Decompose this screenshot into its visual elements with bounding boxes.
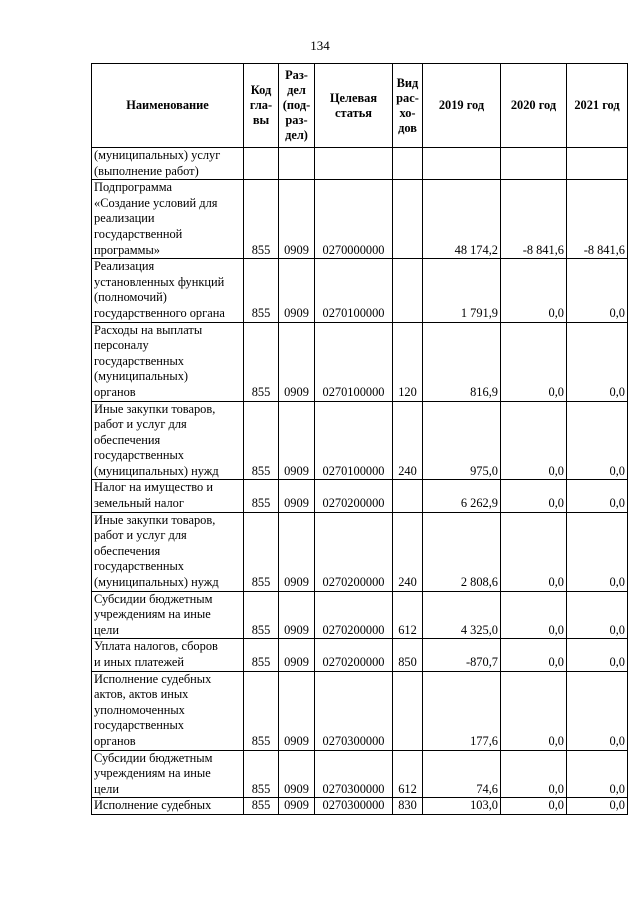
row-2020: 0,0	[501, 259, 567, 322]
table-row	[92, 148, 628, 180]
row-name: Исполнение судебных	[92, 798, 244, 815]
row-expense-type: 120	[393, 322, 423, 401]
row-expense-type: 850	[393, 639, 423, 671]
row-section	[279, 148, 315, 180]
row-target-article: 0270200000	[315, 480, 393, 512]
row-target-article: 0270100000	[315, 401, 393, 480]
header-name: Наименование	[92, 64, 244, 148]
row-chapter-code: 855	[244, 512, 279, 591]
row-target-article: 0270200000	[315, 639, 393, 671]
row-2019: 74,6	[423, 750, 501, 798]
row-2021: 0,0	[567, 639, 628, 671]
header-2019: 2019 год	[423, 64, 501, 148]
row-chapter-code: 855	[244, 322, 279, 401]
row-expense-type	[393, 480, 423, 512]
row-chapter-code: 855	[244, 401, 279, 480]
row-2020: 0,0	[501, 639, 567, 671]
row-2021	[567, 148, 628, 180]
table-row	[92, 401, 628, 480]
row-section: 0909	[279, 639, 315, 671]
row-section: 0909	[279, 750, 315, 798]
table-row	[92, 180, 628, 259]
row-2019: 2 808,6	[423, 512, 501, 591]
row-expense-type: 830	[393, 798, 423, 815]
table-row	[92, 259, 628, 322]
row-target-article: 0270300000	[315, 750, 393, 798]
row-chapter-code: 855	[244, 639, 279, 671]
table-body	[92, 148, 628, 815]
row-chapter-code	[244, 148, 279, 180]
row-2021: 0,0	[567, 401, 628, 480]
row-2021: 0,0	[567, 671, 628, 750]
row-section: 0909	[279, 180, 315, 259]
row-section: 0909	[279, 322, 315, 401]
page-number: 134	[310, 38, 330, 53]
table-row	[92, 480, 628, 512]
row-2020: 0,0	[501, 798, 567, 815]
row-name: Подпрограмма «Создание условий для реализации государственной программы»	[92, 180, 244, 259]
row-2019: 1 791,9	[423, 259, 501, 322]
table-row	[92, 671, 628, 750]
row-chapter-code: 855	[244, 671, 279, 750]
row-2021: 0,0	[567, 322, 628, 401]
header-2021: 2021 год	[567, 64, 628, 148]
row-chapter-code: 855	[244, 591, 279, 639]
row-name: Налог на имущество и земельный налог	[92, 480, 244, 512]
row-target-article	[315, 148, 393, 180]
row-2020: -8 841,6	[501, 180, 567, 259]
row-target-article: 0270200000	[315, 512, 393, 591]
budget-table	[91, 63, 628, 815]
row-expense-type: 240	[393, 512, 423, 591]
row-name: Реализация установленных функций (полномочий) государственного органа	[92, 259, 244, 322]
row-2020: 0,0	[501, 750, 567, 798]
row-chapter-code: 855	[244, 750, 279, 798]
row-2019	[423, 148, 501, 180]
row-chapter-code: 855	[244, 798, 279, 815]
table-row	[92, 798, 628, 815]
row-2021: 0,0	[567, 798, 628, 815]
table-row	[92, 322, 628, 401]
row-2019: 4 325,0	[423, 591, 501, 639]
row-section: 0909	[279, 512, 315, 591]
header-2020: 2020 год	[501, 64, 567, 148]
row-2020: 0,0	[501, 671, 567, 750]
row-2019: 103,0	[423, 798, 501, 815]
row-chapter-code: 855	[244, 259, 279, 322]
row-2019: -870,7	[423, 639, 501, 671]
row-2019: 975,0	[423, 401, 501, 480]
row-chapter-code: 855	[244, 480, 279, 512]
row-name: (муниципальных) услуг (выполнение работ)	[92, 148, 244, 180]
row-2020: 0,0	[501, 591, 567, 639]
row-2019: 6 262,9	[423, 480, 501, 512]
row-expense-type: 240	[393, 401, 423, 480]
row-name: Иные закупки товаров, работ и услуг для обеспечения государственных (муниципальных) нужд	[92, 401, 244, 480]
row-target-article: 0270100000	[315, 322, 393, 401]
table-row	[92, 639, 628, 671]
row-section: 0909	[279, 401, 315, 480]
row-2021: 0,0	[567, 750, 628, 798]
header-target-article: Целевая статья	[315, 64, 393, 148]
row-2021: 0,0	[567, 480, 628, 512]
table-row	[92, 512, 628, 591]
table-header-row	[92, 64, 628, 148]
row-expense-type	[393, 148, 423, 180]
row-2021: 0,0	[567, 512, 628, 591]
row-target-article: 0270200000	[315, 591, 393, 639]
row-2019: 177,6	[423, 671, 501, 750]
row-expense-type: 612	[393, 591, 423, 639]
header-expense-type: Вид рас- хо- дов	[393, 64, 423, 148]
row-expense-type	[393, 259, 423, 322]
row-section: 0909	[279, 259, 315, 322]
row-name: Субсидии бюджетным учреждениям на иные цели	[92, 750, 244, 798]
header-chapter-code: Код гла- вы	[244, 64, 279, 148]
table-row	[92, 591, 628, 639]
row-chapter-code: 855	[244, 180, 279, 259]
row-name: Уплата налогов, сборов и иных платежей	[92, 639, 244, 671]
row-2020: 0,0	[501, 401, 567, 480]
row-target-article: 0270000000	[315, 180, 393, 259]
row-name: Субсидии бюджетным учреждениям на иные цели	[92, 591, 244, 639]
row-expense-type: 612	[393, 750, 423, 798]
table-row	[92, 750, 628, 798]
row-2019: 48 174,2	[423, 180, 501, 259]
row-2021: 0,0	[567, 591, 628, 639]
row-expense-type	[393, 671, 423, 750]
row-section: 0909	[279, 671, 315, 750]
row-expense-type	[393, 180, 423, 259]
row-section: 0909	[279, 480, 315, 512]
row-name: Иные закупки товаров, работ и услуг для обеспечения государственных (муниципальных) нужд	[92, 512, 244, 591]
row-target-article: 0270300000	[315, 798, 393, 815]
header-section: Раз- дел (под- раз- дел)	[279, 64, 315, 148]
row-2020: 0,0	[501, 512, 567, 591]
row-2020	[501, 148, 567, 180]
row-section: 0909	[279, 798, 315, 815]
row-2021: -8 841,6	[567, 180, 628, 259]
row-2020: 0,0	[501, 322, 567, 401]
row-target-article: 0270300000	[315, 671, 393, 750]
row-2020: 0,0	[501, 480, 567, 512]
row-name: Исполнение судебных актов, актов иных уполномоченных государственных органов	[92, 671, 244, 750]
row-2019: 816,9	[423, 322, 501, 401]
row-name: Расходы на выплаты персоналу государственных (муниципальных) органов	[92, 322, 244, 401]
row-target-article: 0270100000	[315, 259, 393, 322]
row-section: 0909	[279, 591, 315, 639]
row-2021: 0,0	[567, 259, 628, 322]
